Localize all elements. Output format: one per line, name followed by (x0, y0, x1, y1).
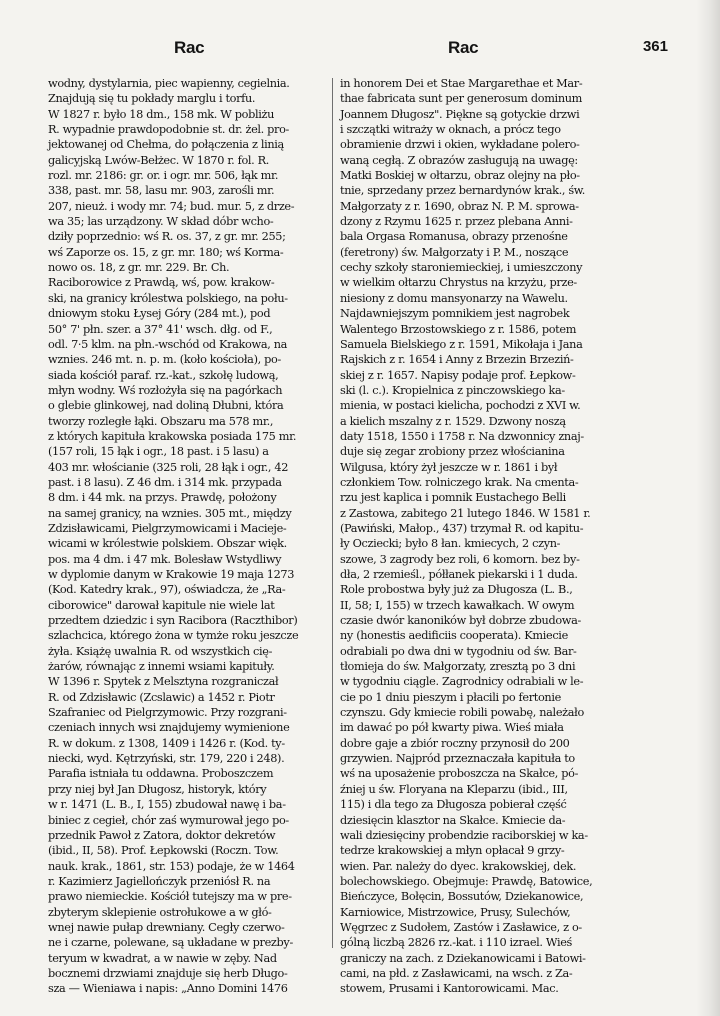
text-line: w r. 1471 (L. B., I, 155) zbudował nawę i ba- (48, 798, 286, 812)
text-line: jektowanej od Chełma, do połączenia z linią (48, 138, 284, 152)
text-line: bala Orgasa Romanusa, obrazy przenośne (340, 230, 568, 244)
running-head-right: Rac (448, 38, 479, 57)
text-line: galicyjską Lwów-Bełżec. W 1870 r. fol. R. (48, 153, 270, 167)
text-line: szowe, 3 zagrody bez roli, 6 komorn. bez by- (340, 552, 580, 566)
text-line: z Zastowa, zabitego 21 lutego 1846. W 1581 r. (340, 506, 591, 520)
text-line: skiej z r. 1657. Napisy podaje prof. Łepkow- (340, 368, 576, 382)
page-header (48, 38, 668, 66)
text-line: Karniowice, Mistrzowice, Prusy, Sulechów, (340, 905, 571, 919)
text-line: Matki Boskiej w ołtarzu, obraz olejny na pło- (340, 169, 580, 183)
text-line: in honorem Dei et Stae Margarethae et Mar- (340, 77, 583, 90)
text-line: w tygodniu ciągle. Zagrodnicy odrabiali w le- (340, 675, 584, 689)
text-line: ciborowice" darował kapitule nie wiele lat (48, 598, 275, 612)
text-line: wali dziesięciny probendzie raciborskiej w ka- (340, 828, 588, 842)
text-line: cie po 1 dniu pieszym i płacili po fertonie (340, 690, 561, 704)
text-line: Rajskich z r. 1654 i Anny z Brzezin Brzeziń- (340, 353, 574, 367)
text-line: thae fabricata sunt per generosum dominum (340, 92, 583, 106)
text-line: sza — Wieniawa i napis: „Anno Domini 1476 (48, 982, 288, 996)
text-line: Joannem Długosz". Piękne są gotyckie drzwi (340, 107, 580, 121)
text-line: 338, past. mr. 58, lasu mr. 903, zarośli mr. (48, 184, 275, 198)
text-line: dziły poprzednio: wś R. os. 37, z gr. mr. 255; (48, 230, 286, 244)
text-line: wa 35; las urządzony. W skład dóbr wcho- (48, 215, 274, 229)
text-line: Samuela Bielskiego z r. 1591, Mikołaja i Jana (340, 337, 583, 351)
text-line: R. od Zdzisławic (Zcslawic) a 1452 r. Piotr (48, 690, 275, 704)
text-line: ły Ocziecki; było 8 łan. kmiecych, 2 czyn- (340, 537, 561, 551)
text-line: biniec z cegieł, chór zaś wymurował jego po- (48, 813, 289, 827)
left-text-column (48, 76, 326, 997)
text-line: odl. 7·5 klm. na płn.-wschód od Krakowa, na (48, 337, 288, 351)
text-line: tnie, sprzedany przez bernardynów krak., św. (340, 184, 585, 198)
text-line: Szafraniec od Pielgrzymowic. Przy rozgrani- (48, 706, 287, 720)
text-line: past. i 8 lasu). Z 46 dm. i 314 mk. przypada (48, 475, 282, 489)
text-line: II, 58; I, 155) w trzech kawałkach. W owym (340, 598, 575, 612)
text-line: wnej nawie pułap drewniany. Cegły czerwo- (48, 920, 285, 934)
text-line: czeniach innych wsi znajdujemy wymienione (48, 721, 290, 735)
text-line: wś Zaporze os. 15, z gr. mr. 180; wś Korma- (48, 245, 284, 259)
text-line: czasie dwór kanoników był dobrze zbudowa- (340, 614, 581, 628)
text-line: dniowym stoku Łysej Góry (284 mt.), pod (48, 307, 271, 321)
text-line: teryum w kwadrat, a w nawie w zęby. Nad (48, 951, 277, 965)
text-line: duje się zegar zrobiony przez włościanina (340, 445, 565, 459)
page-number: 361 (642, 38, 668, 55)
text-line: żarów, równając z innemi wsiami kapituły. (48, 660, 275, 674)
text-line: mienia, w postaci kielicha, pochodzi z XVI w. (340, 399, 581, 413)
text-line: im dawać po pół kwarty piwa. Wieś miała (340, 721, 564, 735)
text-line: obramienie drzwi i okien, wykładane polero- (340, 138, 580, 152)
text-line: bolechowskiego. Obejmuje: Prawdę, Batowice, (340, 874, 593, 888)
text-line: prawo niemieckie. Kościół tutejszy ma w pre- (48, 890, 292, 904)
text-line: czynszu. Gdy kmiecie robili powabę, należało (340, 706, 584, 720)
text-line: waną cegłą. Z obrazów zasługują na uwagę: (340, 153, 578, 167)
text-line: ski, na granicy królestwa polskiego, na połu- (48, 291, 288, 305)
text-line: z których kapituła krakowska posiada 175 mr. (48, 429, 297, 443)
text-line: wicami w królestwie polskiem. Obszar więk. (48, 537, 287, 551)
text-line: 8 dm. i 44 mk. na przys. Prawdę, położony (48, 491, 277, 505)
text-line: dzony z Rzymu 1625 r. przez plebana Anni- (340, 215, 573, 229)
text-line: gólną liczbą 2826 rz.-kat. i 110 izrael. Wieś (340, 936, 573, 950)
text-line: niecki, wyd. Kętrzyński, str. 179, 220 i 248). (48, 752, 285, 766)
text-line: członkiem Tow. rolniczego krak. Na cmenta- (340, 475, 579, 489)
text-line: Małgorzaty z r. 1690, obraz N. P. M. sprowa- (340, 199, 579, 213)
text-line: Węgrzec z Sudołem, Zastów i Zasławice, z o- (340, 920, 582, 934)
text-line: i szczątki witraży w oknach, a prócz tego (340, 123, 561, 137)
text-line: wznies. 246 mt. n. p. m. (koło kościoła), po- (48, 353, 281, 367)
text-line: Znajdują się tu pokłady marglu i torfu. (48, 92, 256, 106)
text-line: Raciborowice z Prawdą, wś, pow. krakow- (48, 276, 275, 290)
text-line: szlachcica, którego żona w tymże roku jeszcze (48, 629, 299, 643)
text-line: rozl. mr. 2186: gr. or. i ogr. mr. 506, łąk mr. (48, 169, 279, 183)
text-line: ny (honestis aedificiis cooperata). Kmiecie (340, 629, 568, 643)
text-line: ne i czarne, polewane, są układane w prezby- (48, 936, 293, 950)
text-line: (Pawiński, Małop., 437) trzymał R. od kapitu- (340, 521, 584, 535)
text-line: nauk. krak., 1861, str. 153) podaje, że w 1464 (48, 859, 295, 873)
text-line: (ibid., II, 58). Prof. Łepkowski (Roczn. Tow. (48, 844, 279, 858)
text-line: siada kościół paraf. rz.-kat., szkołę ludową, (48, 368, 279, 382)
text-line: Zdzisławicami, Pielgrzymowicami i Macieje- (48, 521, 287, 535)
text-line: tedrze krakowskiej a młyn opłacał 9 grzy- (340, 844, 565, 858)
scan-shadow-edge (696, 0, 720, 1016)
text-line: na samej granicy, na wznies. 305 mt., między (48, 506, 292, 520)
text-line: a kielich mszalny z r. 1529. Dzwony noszą (340, 414, 566, 428)
column-divider (332, 78, 333, 948)
text-line: źniej u św. Floryana na Kleparzu (ibid., III, (340, 782, 568, 796)
text-line: przy niej był Jan Długosz, historyk, który (48, 782, 267, 796)
text-line: o glebie glinkowej, nad doliną Dłubni, która (48, 399, 284, 413)
text-line: W 1396 r. Spytek z Melsztyna rozgraniczał (48, 675, 279, 689)
running-head-left: Rac (174, 38, 205, 57)
text-line: dła, 2 rzemieśl., półłanek piekarski i 1 duda. (340, 568, 578, 581)
text-line: Parafia istniała tu oddawna. Proboszczem (48, 767, 274, 781)
text-line: Walentego Brzostowskiego z r. 1586, potem (340, 322, 577, 336)
text-line: r. Kazimierz Jagiellończyk przeniósł R. na (48, 874, 271, 888)
text-line: graniczy na zach. z Dziekanowicami i Batowi- (340, 951, 586, 965)
text-line: odrabiali po dwa dni w tygodniu od św. Bar- (340, 644, 577, 658)
text-line: nowo os. 18, z gr. mr. 229. Br. Ch. (48, 261, 230, 275)
text-line: Bieńczyce, Bołęcin, Bossutów, Dziekanowice, (340, 890, 584, 904)
text-line: 50° 7' płn. szer. a 37° 41' wsch. dłg. od F., (48, 322, 273, 336)
text-line: dziesięcin klasztor na Skałce. Kmiecie da- (340, 813, 566, 827)
text-line: w wielkim ołtarzu Chrystus na krzyżu, prze- (340, 276, 577, 290)
text-line: bocznemi drzwiami znajduje się herb Długo- (48, 966, 288, 980)
text-line: 207, nieuż. i wody mr. 74; bud. mur. 5, z drze- (48, 199, 295, 213)
text-line: daty 1518, 1550 i 1758 r. Na dzwonnicy znaj- (340, 429, 584, 443)
text-line: (Kod. Katedry krak., 97), oświadcza, że „Ra- (48, 583, 286, 597)
text-line: cechy szkoły staroniemieckiej, i umieszczony (340, 261, 583, 275)
text-line: zbyterym sklepienie ostrołukowe a w głó- (48, 905, 272, 919)
text-line: R. wypadnie prawdopodobnie st. dr. żel. pro- (48, 123, 290, 137)
text-line: tworzy rozległe łąki. Obszaru ma 578 mr., (48, 414, 274, 428)
text-line: Najdawniejszym pomnikiem jest nagrobek (340, 307, 570, 321)
text-line: W 1827 r. było 18 dm., 158 mk. W pobliżu (48, 107, 275, 121)
text-line: młyn wodny. Wś rozłożyła się na pagórkach (48, 383, 283, 397)
text-line: (157 roli, 15 łąk i ogr., 18 past. i 5 lasu) a (48, 445, 269, 459)
text-line: żyła. Książę uwalnia R. od wszystkich cię- (48, 644, 273, 658)
text-line: R. w dokum. z 1308, 1409 i 1426 r. (Kod. ty- (48, 736, 285, 750)
text-line: wś na uposażenie proboszcza na Skałce, pó- (340, 767, 579, 781)
right-text-column (340, 76, 618, 997)
text-line: wodny, dystylarnia, piec wapienny, cegielnia. (48, 77, 290, 90)
text-line: w dyplomie danym w Krakowie 19 maja 1273 (48, 568, 295, 581)
text-line: grzywien. Najpród przeznaczała kapituła to (340, 752, 575, 766)
text-line: rzu jest kaplica i pomnik Eustachego Belli (340, 491, 566, 505)
text-line: przednik Pawoł z Zatora, doktor dekretów (48, 828, 276, 842)
text-line: wien. Par. należy do dyec. krakowskiej, dek. (340, 859, 577, 873)
text-line: dobre gaje a zbiór roczny przynosił do 200 (340, 736, 570, 750)
text-line: przedtem dziedzic i syn Racibora (Raczthibor) (48, 614, 298, 628)
text-line: cami, na płd. z Zasławicami, na wsch. z Za- (340, 966, 573, 980)
text-line: (feretrony) św. Małgorzaty i P. M., noszące (340, 245, 569, 259)
text-line: stowem, Prusami i Kantorowicami. Mac. (340, 982, 559, 996)
text-line: Role probostwa były już za Długosza (L. B., (340, 583, 573, 597)
text-line: niesiony z domu mansyonarzy na Wawelu. (340, 291, 568, 305)
text-line: pos. ma 4 dm. i 47 mk. Bolesław Wstydliwy (48, 552, 282, 566)
text-line: tłomieja do św. Małgorzaty, zresztą po 3 dni (340, 660, 576, 674)
text-line: Wilgusa, który żył jeszcze w r. 1861 i był (340, 460, 558, 474)
text-line: 403 mr. włościanie (325 roli, 28 łąk i ogr., 42 (48, 460, 289, 474)
text-line: 115) i dla tego za Długosza pobierał część (340, 798, 567, 812)
text-line: ski (l. c.). Kropielnica z pinczowskiego ka- (340, 383, 565, 397)
